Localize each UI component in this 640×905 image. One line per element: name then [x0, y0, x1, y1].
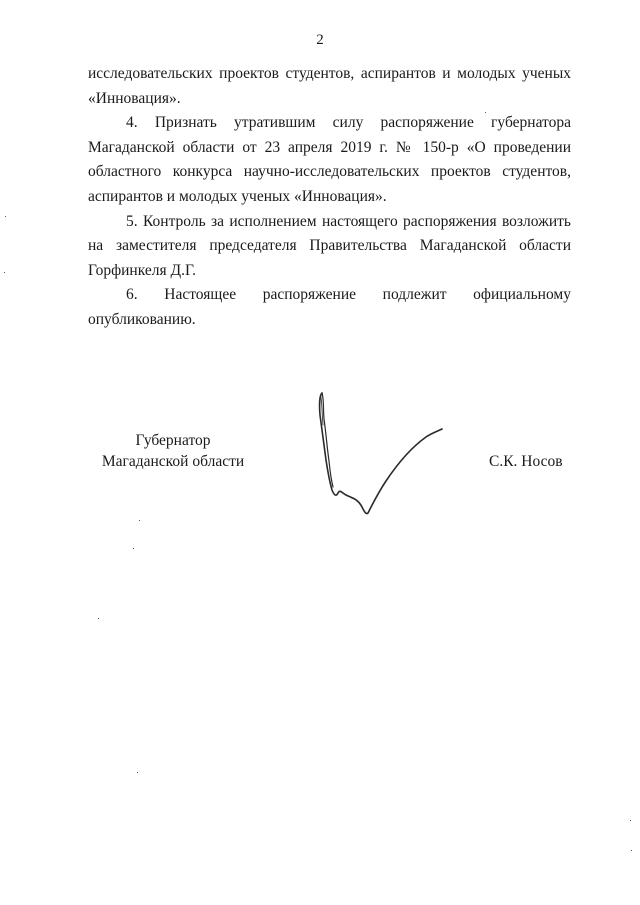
signature-block [0, 430, 640, 550]
paragraph-continuation: исследовательских проектов студентов, аспирантов и молодых ученых «Инновация». [88, 65, 571, 107]
scan-speck [630, 820, 631, 821]
handwritten-signature [300, 385, 460, 525]
scan-speck [98, 618, 99, 619]
scan-speck [485, 112, 486, 113]
scan-speck [4, 272, 5, 273]
scan-speck [139, 520, 140, 521]
scan-speck [137, 772, 138, 773]
paragraph-item-5: 5. Контроль за исполнением настоящего распоряжения возложить на заместителя председателя Правительства Магаданской области Горфинкеля Д.Г. [88, 212, 571, 279]
signatory-name: С.К. Носов [489, 453, 563, 470]
signatory-position-line-1: Губернатор [135, 432, 211, 449]
scan-speck [133, 548, 134, 549]
paragraph-item-4: 4. Признать утратившим силу распоряжение губернатора Магаданской области от 23 апреля 2019 г. № 150-р «О проведении областного конкурса научно-исследовательских проектов студентов, аспирантов и молодых ученых «Инновация». [88, 114, 571, 205]
scan-speck [5, 216, 6, 217]
paragraph-item-6: 6. Настоящее распоряжение подлежит официальному опубликованию. [88, 286, 571, 328]
page-number: 2 [316, 32, 324, 48]
scan-speck [631, 850, 632, 851]
document-body [88, 62, 571, 333]
signatory-position-line-2: Магаданской области [101, 453, 245, 470]
signatory-position [88, 430, 258, 472]
